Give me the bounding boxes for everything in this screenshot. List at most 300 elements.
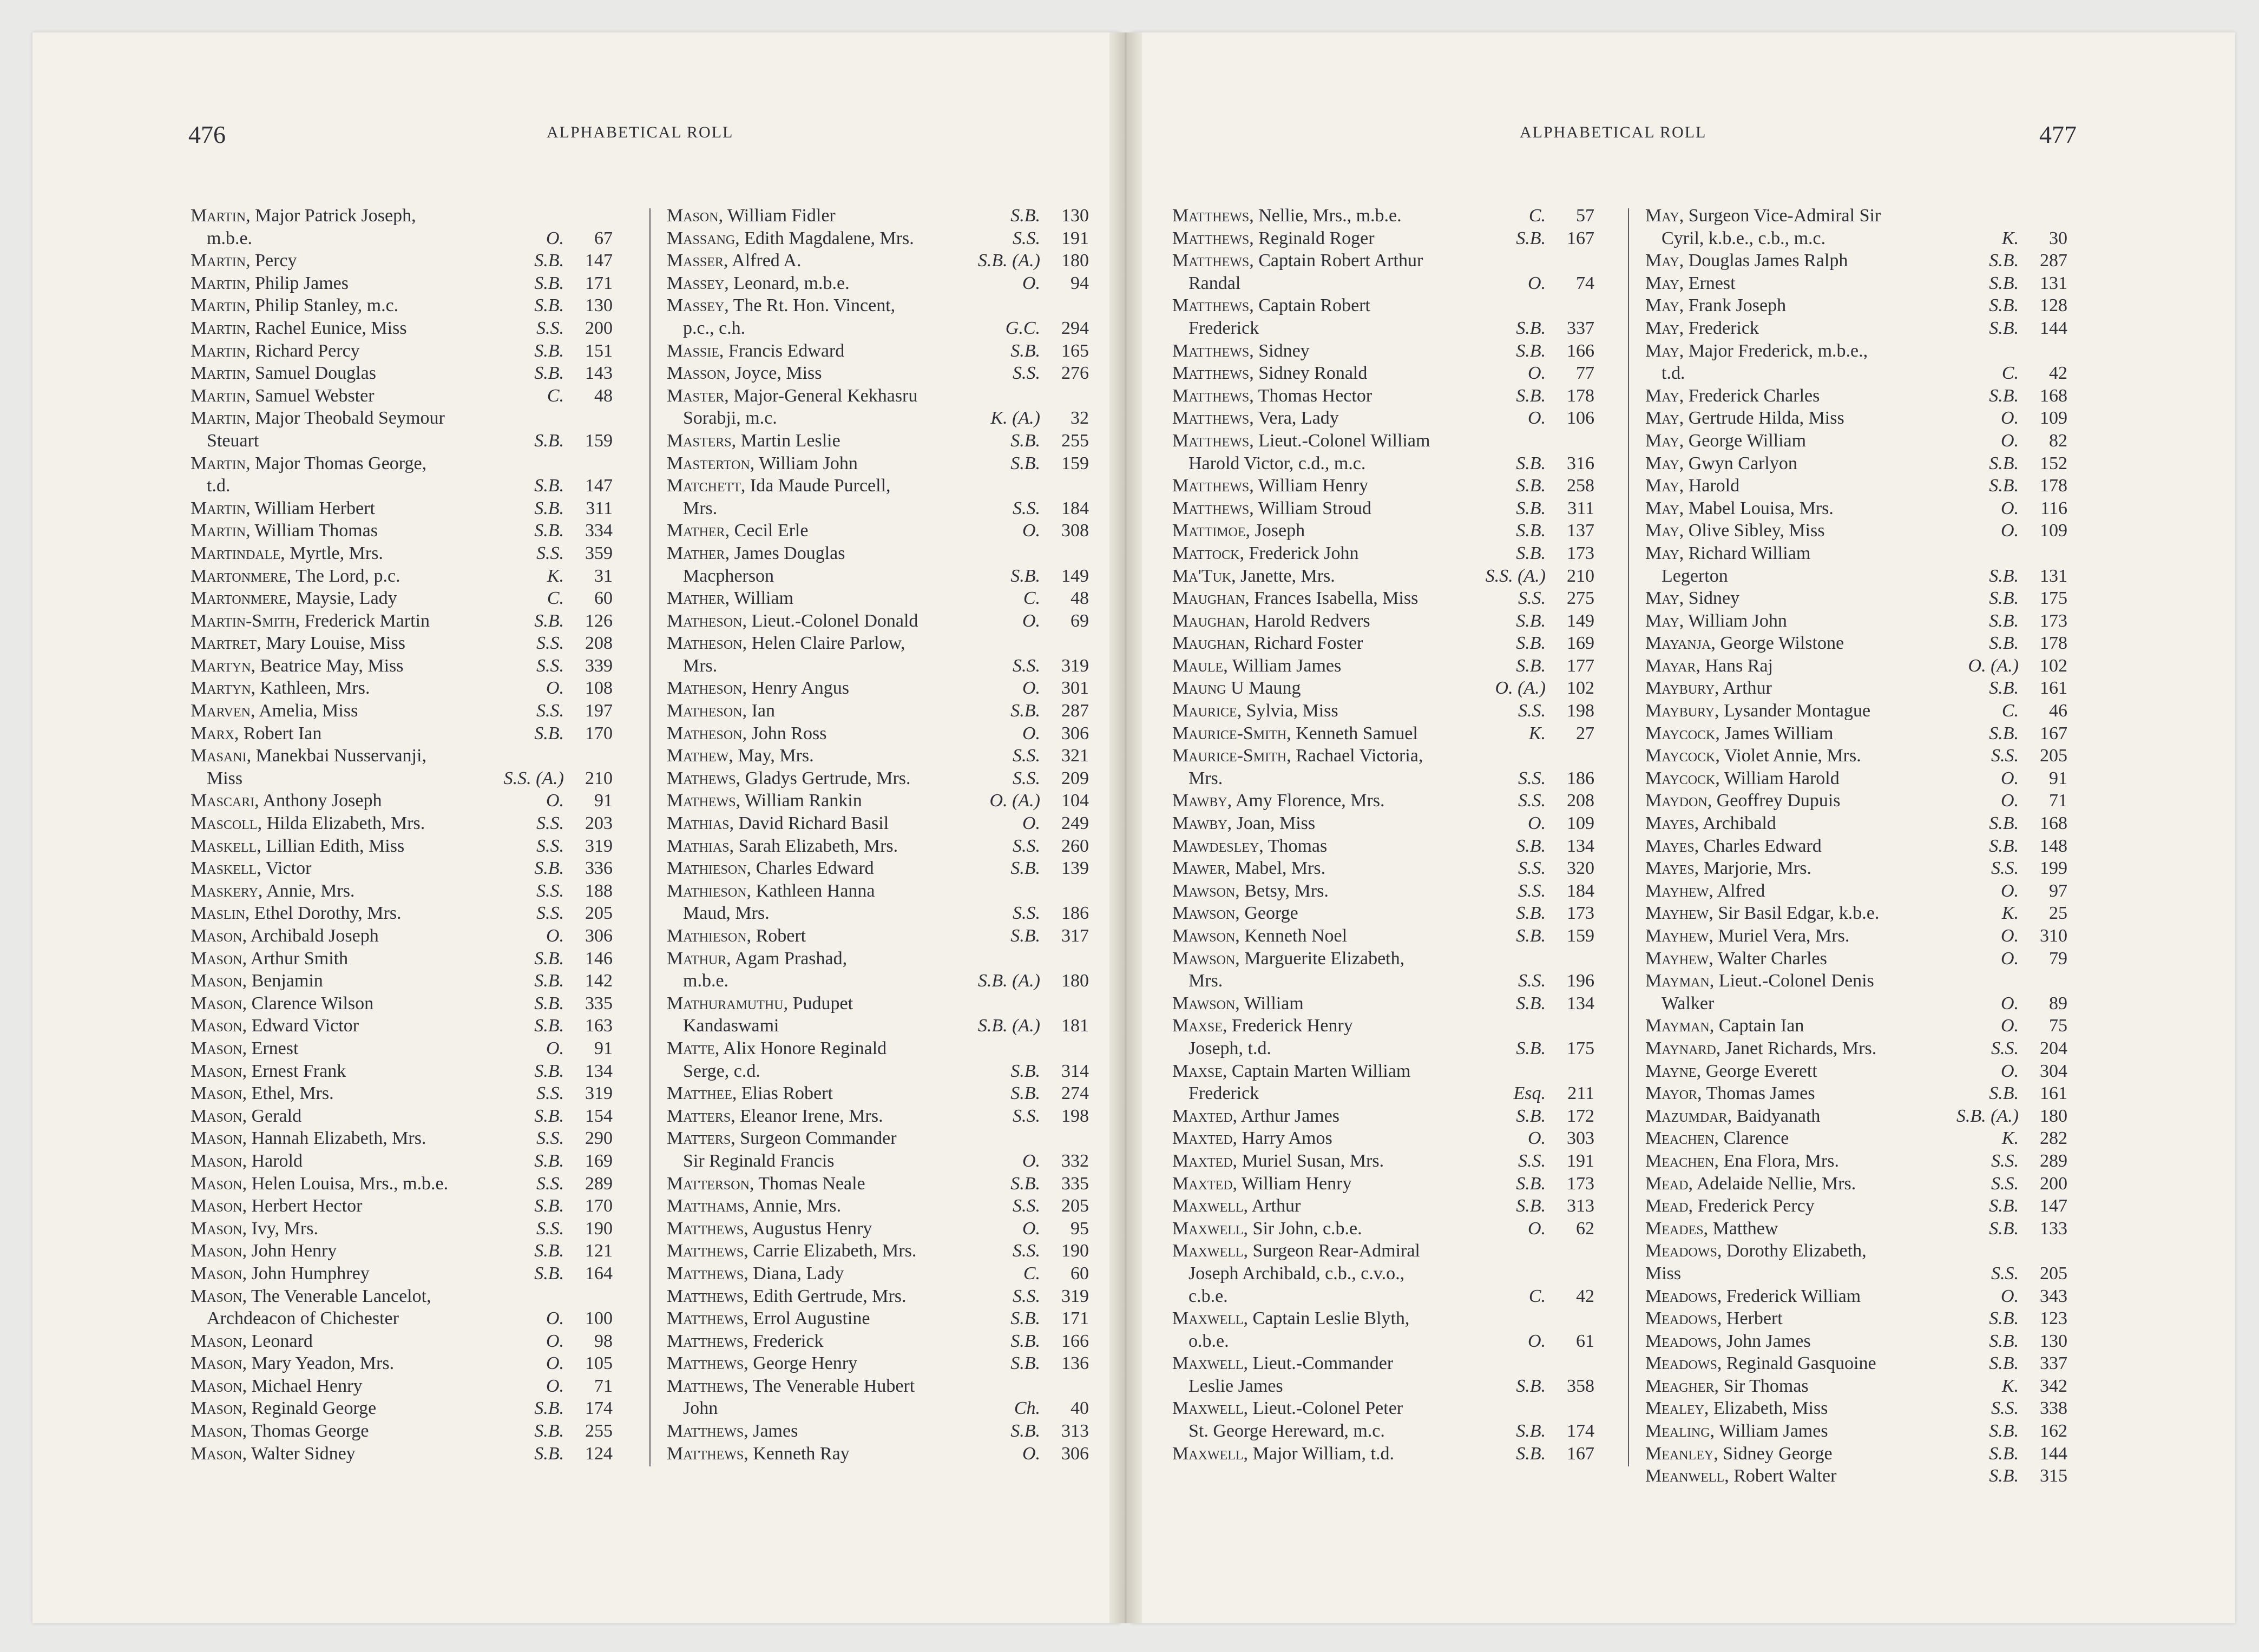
entry-award: S.S.: [536, 813, 564, 834]
entry-award: S.S.: [1013, 1105, 1040, 1126]
entry-award-page: [1010, 925, 1089, 947]
entry-given-names: Clarence: [1723, 1128, 1789, 1149]
roll-entry: [191, 992, 613, 1015]
entry-surname: Matthews,: [1172, 498, 1254, 518]
entry-given-names: Ian: [751, 701, 775, 721]
entry-award: O.: [1022, 1218, 1040, 1239]
entry-page-ref: 332: [1061, 1150, 1089, 1171]
entry-award-page: [534, 1105, 613, 1128]
entry-award-page: [1516, 452, 1594, 475]
entry-given-names: Muriel Vera, Mrs.: [1718, 926, 1850, 946]
entry-award: O.: [546, 791, 564, 811]
entry-award: S.S.: [1013, 1241, 1040, 1261]
entry-award-page: [1516, 317, 1594, 340]
entry-page-ref: 121: [585, 1241, 613, 1261]
entry-award: S.B.: [1516, 340, 1546, 361]
entry-award-page: [1022, 610, 1089, 633]
entry-award-page: [1989, 272, 2067, 295]
entry-award: S.B.: [1010, 1331, 1040, 1351]
entry-page-ref: 255: [585, 1421, 613, 1442]
entry-award-page: [1013, 745, 1089, 767]
entry-surname: Matthams,: [667, 1196, 750, 1216]
roll-entry: [667, 1037, 1089, 1082]
entry-award: S.B.: [1989, 633, 2019, 654]
entry-award-page: [1516, 497, 1594, 520]
entry-award-page: [990, 789, 1089, 812]
roll-entry: [667, 700, 1089, 722]
entry-award: S.B.: [534, 1016, 564, 1036]
entry-surname: Maughan,: [1172, 610, 1250, 631]
entry-page-ref: 316: [1567, 453, 1594, 473]
entry-surname: May,: [1645, 543, 1684, 563]
entry-page-ref: 167: [2040, 723, 2067, 743]
roll-entry: [1645, 340, 2067, 385]
entry-page-ref: 165: [1061, 340, 1089, 361]
entry-award: S.B.: [1989, 1353, 2019, 1374]
entry-surname: Mawson,: [1172, 903, 1240, 924]
entry-page-ref: 152: [2040, 453, 2067, 473]
roll-entry: [667, 789, 1089, 812]
entry-page-ref: 57: [1576, 206, 1594, 226]
roll-entry: [667, 857, 1089, 880]
entry-award-page: [1989, 722, 2067, 745]
entry-surname: Mason,: [191, 1375, 247, 1396]
entry-award: S.S.: [1518, 971, 1546, 991]
entry-award: S.B.: [534, 430, 564, 451]
entry-surname: Masser,: [667, 251, 728, 271]
entry-given-names: Captain Leslie Blyth,: [1252, 1308, 1410, 1329]
entry-award-page: [1516, 1173, 1594, 1195]
entry-award: S.S. (A.): [1485, 565, 1546, 586]
entry-surname: Martin,: [191, 206, 251, 226]
entry-surname: Masani,: [191, 746, 252, 766]
entry-given-names: Dorothy Elizabeth, Miss: [1645, 1241, 1867, 1284]
entry-award: S.S.: [1991, 1173, 2019, 1194]
entry-award-page: [536, 880, 613, 903]
entry-page-ref: 154: [585, 1105, 613, 1126]
entry-given-names: Gertrude Hilda, Miss: [1688, 408, 1844, 429]
roll-entry: [1645, 970, 2067, 1015]
roll-entry: [1172, 880, 1594, 903]
entry-surname: Maughan,: [1172, 633, 1250, 654]
entry-surname: Martin,: [191, 295, 251, 316]
entry-page-ref: 77: [1576, 363, 1594, 384]
entry-page-ref: 149: [1061, 565, 1089, 586]
entry-surname: Martin,: [191, 521, 251, 541]
entry-page-ref: 172: [1567, 1105, 1594, 1126]
entry-award-page: [2001, 497, 2067, 520]
entry-given-names: Archibald: [1702, 813, 1776, 834]
entry-name-line: [1172, 1060, 1594, 1083]
entry-surname: Mayanja,: [1645, 633, 1716, 654]
entry-award: S.S.: [1013, 768, 1040, 788]
entry-surname: Matte,: [667, 1038, 720, 1058]
entry-award-page: [1486, 565, 1594, 588]
entry-surname: Maxted,: [1172, 1150, 1238, 1171]
entry-award: S.B.: [534, 1061, 564, 1081]
roll-entry: [1645, 789, 2067, 812]
entry-award-page: [1013, 1105, 1089, 1128]
roll-column: [1645, 205, 2067, 1488]
entry-award-page: [1989, 632, 2067, 655]
entry-award: O.: [546, 926, 564, 946]
entry-award: O.: [1527, 1128, 1546, 1149]
entry-award-page: [1010, 565, 1089, 588]
entry-page-ref: 109: [1567, 813, 1594, 834]
roll-entry: [1645, 249, 2067, 272]
entry-continuation: o.b.e.: [1188, 1331, 1229, 1351]
entry-page-ref: 60: [594, 588, 613, 609]
entry-award-page: [536, 317, 613, 340]
entry-surname: May,: [1645, 453, 1684, 473]
entry-page-ref: 102: [2040, 655, 2067, 676]
entry-continuation: Mrs.: [683, 498, 718, 518]
entry-award-page: [2001, 925, 2067, 947]
entry-award: S.B.: [1516, 835, 1546, 856]
entry-given-names: Thomas: [1268, 835, 1328, 856]
entry-award-page: [1956, 1105, 2067, 1128]
entry-award: O.: [546, 1375, 564, 1396]
entry-award: S.B.: [1516, 1196, 1546, 1216]
entry-page-ref: 210: [1567, 565, 1594, 586]
entry-given-names: Walter Sidney: [251, 1443, 356, 1464]
entry-surname: Mayar,: [1645, 655, 1700, 676]
roll-entry: [1645, 497, 2067, 520]
entry-continuation: Leslie James: [1188, 1375, 1283, 1396]
entry-page-ref: 180: [1061, 971, 1089, 991]
entry-given-names: William: [1244, 993, 1304, 1013]
roll-entry: [1645, 902, 2067, 925]
entry-surname: May,: [1645, 476, 1684, 496]
roll-entry: [1172, 902, 1594, 925]
entry-surname: Martonmere,: [191, 565, 292, 586]
entry-award-page: [1518, 587, 1594, 610]
entry-page-ref: 89: [2049, 993, 2067, 1013]
roll-entry: [191, 1375, 613, 1398]
entry-award: S.B.: [534, 363, 564, 384]
entry-award-page: [534, 249, 613, 272]
entry-award: S.B.: [1010, 701, 1040, 721]
entry-surname: Matthews,: [667, 1421, 748, 1442]
entry-given-names: Helen Louisa, Mrs., m.b.e.: [251, 1173, 449, 1194]
entry-page-ref: 275: [1567, 588, 1594, 609]
entry-surname: Matthews,: [1172, 363, 1254, 384]
entry-award-page: [534, 362, 613, 385]
entry-award-page: [978, 249, 1089, 272]
entry-page-ref: 146: [585, 948, 613, 969]
entry-page-ref: 40: [1071, 1398, 1089, 1419]
entry-surname: Mead,: [1645, 1173, 1693, 1194]
roll-entry: [191, 587, 613, 610]
entry-given-names: Violet Annie, Mrs.: [1724, 746, 1861, 766]
entry-award: S.S.: [1013, 746, 1040, 766]
entry-continuation: m.b.e.: [683, 971, 729, 991]
entry-page-ref: 255: [1061, 430, 1089, 451]
entry-continuation: Sir Reginald Francis: [683, 1150, 835, 1171]
entry-award: S.S.: [536, 543, 564, 563]
roll-entry: [1645, 475, 2067, 497]
entry-award-page: [1013, 655, 1089, 677]
entry-given-names: Olive Sibley, Miss: [1688, 521, 1825, 541]
entry-surname: Maxwell,: [1172, 1241, 1249, 1261]
entry-given-names: William Harold: [1724, 768, 1840, 788]
entry-surname: Martin-Smith,: [191, 610, 300, 631]
entry-surname: Mayhew,: [1645, 880, 1713, 901]
entry-given-names: Frederick: [753, 1331, 824, 1351]
roll-entry: [1645, 722, 2067, 745]
entry-surname: Meanwell,: [1645, 1466, 1729, 1486]
entry-page-ref: 317: [1061, 926, 1089, 946]
page-number-left: 476: [188, 121, 226, 148]
entry-award: S.B.: [1516, 655, 1546, 676]
entry-surname: Matthews,: [667, 1353, 748, 1374]
entry-award-page: [1989, 835, 2067, 858]
entry-award-page: [1516, 925, 1594, 947]
entry-given-names: William James: [1232, 655, 1342, 676]
entry-surname: Matheson,: [667, 610, 747, 631]
entry-award: S.B. (A.): [977, 251, 1040, 271]
entry-given-names: Richard Percy: [255, 340, 360, 361]
entry-page-ref: 134: [585, 1061, 613, 1081]
entry-award-page: [2002, 362, 2067, 385]
roll-entry: [1172, 1015, 1594, 1059]
entry-given-names: Elizabeth, Miss: [1713, 1398, 1828, 1419]
entry-award-page: [1013, 902, 1089, 925]
entry-page-ref: 106: [1567, 408, 1594, 429]
roll-entry: [667, 272, 1089, 295]
entry-given-names: Cecil Erle: [734, 521, 809, 541]
entry-award: S.S.: [1991, 1038, 2019, 1058]
entry-page-ref: 198: [1567, 701, 1594, 721]
entry-award-page: [2001, 1060, 2067, 1083]
entry-award-page: [1518, 857, 1594, 880]
entry-award-page: [1516, 992, 1594, 1015]
entry-award: S.S.: [1518, 768, 1546, 788]
entry-page-ref: 205: [2040, 746, 2067, 766]
roll-entry: [1645, 925, 2067, 947]
entry-surname: Mealey,: [1645, 1398, 1709, 1419]
entry-page-ref: 71: [594, 1375, 613, 1396]
entry-surname: Meadows,: [1645, 1353, 1722, 1374]
entry-given-names: Mary Louise, Miss: [266, 633, 405, 654]
entry-award-page: [1518, 970, 1594, 992]
entry-award-page: [2001, 1015, 2067, 1037]
entry-given-names: Ethel Dorothy, Mrs.: [254, 903, 402, 924]
entry-surname: Mawson,: [1172, 880, 1240, 901]
entry-name-line: [667, 880, 1089, 903]
entry-page-ref: 48: [594, 385, 613, 406]
entry-surname: Maxwell,: [1172, 1443, 1249, 1464]
entry-surname: Matters,: [667, 1105, 736, 1126]
entry-surname: Mayes,: [1645, 813, 1699, 834]
roll-entry: [191, 205, 613, 249]
entry-page-ref: 166: [1061, 1331, 1089, 1351]
entry-award-page: [1516, 1420, 1594, 1443]
entry-surname: Mawby,: [1172, 813, 1232, 834]
entry-award-page: [1022, 677, 1089, 700]
entry-award-page: [536, 812, 613, 835]
roll-entry: [667, 1217, 1089, 1240]
entry-award: O. (A.): [989, 791, 1040, 811]
entry-page-ref: 173: [1567, 543, 1594, 563]
entry-surname: Marven,: [191, 701, 255, 721]
entry-surname: Mawson,: [1172, 993, 1240, 1013]
entry-award-page: [1528, 1127, 1594, 1150]
entry-award-page: [1013, 1285, 1089, 1308]
entry-award: S.B.: [1010, 453, 1040, 473]
entry-award: S.B.: [534, 1421, 564, 1442]
roll-entry: [667, 745, 1089, 767]
entry-page-ref: 205: [585, 903, 613, 924]
entry-award-page: [534, 1240, 613, 1262]
entry-award-page: [546, 677, 613, 700]
entry-surname: Matheson,: [667, 701, 747, 721]
entry-award-page: [2002, 1127, 2067, 1150]
entry-award: S.S.: [1518, 858, 1546, 879]
roll-entry: [667, 880, 1089, 925]
roll-entry: [1645, 812, 2067, 835]
entry-award-page: [536, 902, 613, 925]
entry-award: S.B.: [1516, 498, 1546, 518]
roll-entry: [1172, 700, 1594, 722]
entry-surname: Matthews,: [1172, 206, 1254, 226]
entry-surname: Maxwell,: [1172, 1308, 1249, 1329]
entry-page-ref: 91: [2049, 768, 2067, 788]
entry-award-page: [1514, 1082, 1595, 1105]
entry-surname: Martin,: [191, 273, 251, 293]
entry-surname: Mathuramuthu,: [667, 993, 789, 1013]
entry-page-ref: 180: [1061, 251, 1089, 271]
entry-page-ref: 79: [2049, 948, 2067, 969]
entry-page-ref: 74: [1576, 273, 1594, 293]
entry-award: S.B.: [1989, 1443, 2019, 1464]
entry-given-names: Sir John, c.b.e.: [1252, 1218, 1362, 1239]
entry-award: S.B.: [1989, 1083, 2019, 1104]
entry-given-names: Arthur James: [1240, 1105, 1339, 1126]
roll-entry: [667, 1352, 1089, 1375]
entry-given-names: Myrtle, Mrs.: [290, 543, 383, 563]
roll-entry: [667, 1082, 1089, 1105]
entry-page-ref: 171: [1061, 1308, 1089, 1329]
entry-given-names: Muriel Susan, Mrs.: [1242, 1150, 1384, 1171]
entry-given-names: Thomas George: [251, 1421, 369, 1442]
entry-surname: Mason,: [191, 1353, 247, 1374]
entry-page-ref: 303: [1567, 1128, 1594, 1149]
entry-name-line: [667, 1127, 1089, 1150]
entry-award: S.B.: [1989, 1466, 2019, 1486]
entry-surname: Mayor,: [1645, 1083, 1702, 1104]
roll-entry: [191, 1037, 613, 1060]
entry-surname: Martindale,: [191, 543, 285, 563]
entry-name-line: [1172, 1352, 1594, 1375]
entry-given-names: Leonard, m.b.e.: [733, 273, 850, 293]
entry-page-ref: 60: [1071, 1263, 1089, 1284]
roll-entry: [191, 1330, 613, 1353]
entry-award-page: [1989, 385, 2067, 407]
entry-award-page: [536, 1082, 613, 1105]
entry-given-names: William Stroud: [1258, 498, 1371, 518]
entry-given-names: Lieut.-Colonel Denis: [1718, 971, 1874, 991]
entry-name-line: [667, 632, 1089, 655]
entry-surname: Maule,: [1172, 655, 1228, 676]
roll-entry: [1172, 812, 1594, 835]
entry-award: S.B.: [1516, 1173, 1546, 1194]
entry-award: S.B.: [1989, 678, 2019, 699]
entry-surname: Mason,: [191, 1083, 247, 1104]
entry-award-page: [536, 835, 613, 858]
entry-page-ref: 95: [1071, 1218, 1089, 1239]
roll-entry: [1172, 992, 1594, 1015]
entry-surname: Mason,: [191, 993, 247, 1013]
entry-award-page: [1010, 1060, 1089, 1083]
entry-award: C.: [1023, 588, 1040, 609]
entry-surname: Maxse,: [1172, 1061, 1227, 1081]
entry-given-names: Anthony Joseph: [262, 791, 382, 811]
entry-page-ref: 131: [2040, 273, 2067, 293]
entry-award-page: [534, 340, 613, 363]
entry-surname: May,: [1645, 273, 1684, 293]
entry-given-names: William Henry: [1258, 476, 1369, 496]
entry-given-names: William Herbert: [254, 498, 375, 518]
roll-entry: [667, 205, 1089, 227]
entry-page-ref: 211: [1567, 1083, 1594, 1104]
roll-entry: [1645, 317, 2067, 340]
roll-entry: [1172, 857, 1594, 880]
roll-entry: [667, 992, 1089, 1037]
entry-award: S.B.: [534, 1398, 564, 1419]
roll-entry: [191, 249, 613, 272]
entry-award: S.S.: [536, 1218, 564, 1239]
entry-page-ref: 294: [1061, 318, 1089, 338]
entry-award: S.B.: [1516, 1105, 1546, 1126]
entry-given-names: Elias Robert: [741, 1083, 833, 1104]
entry-award-page: [1022, 1217, 1089, 1240]
entry-name-line: [1172, 947, 1594, 970]
entry-award-page: [2001, 430, 2067, 452]
roll-entry: [191, 632, 613, 655]
entry-surname: Mathieson,: [667, 880, 752, 901]
entry-award: S.B.: [1989, 813, 2019, 834]
roll-entry: [191, 452, 613, 497]
entry-continuation: p.c., c.h.: [683, 318, 746, 338]
entry-award-page: [1013, 497, 1089, 520]
entry-award: S.B.: [1516, 318, 1546, 338]
entry-page-ref: 159: [1061, 453, 1089, 473]
entry-surname: Matheson,: [667, 633, 747, 654]
entry-continuation: Mrs.: [683, 655, 718, 676]
entry-surname: Matthews,: [667, 1331, 748, 1351]
entry-page-ref: 25: [2049, 903, 2067, 924]
entry-given-names: Lillian Edith, Miss: [266, 835, 405, 856]
entry-surname: Martin,: [191, 408, 251, 429]
entry-award: S.B.: [1010, 565, 1040, 586]
entry-page-ref: 178: [2040, 476, 2067, 496]
entry-page-ref: 144: [2040, 318, 2067, 338]
entry-award: S.S.: [1991, 1150, 2019, 1171]
roll-entry: [191, 1195, 613, 1217]
entry-given-names: Joyce, Miss: [734, 363, 822, 384]
entry-continuation: Harold Victor, c.d., m.c.: [1188, 453, 1366, 473]
entry-award: S.B.: [1516, 453, 1546, 473]
entry-given-names: John James: [1726, 1331, 1811, 1351]
entry-surname: Mason,: [191, 1038, 247, 1058]
entry-given-names: Gerald: [251, 1105, 302, 1126]
entry-page-ref: 130: [2040, 1331, 2067, 1351]
entry-given-names: William John: [759, 453, 858, 473]
entry-continuation: Serge, c.d.: [683, 1061, 760, 1081]
entry-page-ref: 161: [2040, 678, 2067, 699]
entry-award-page: [1516, 610, 1594, 633]
